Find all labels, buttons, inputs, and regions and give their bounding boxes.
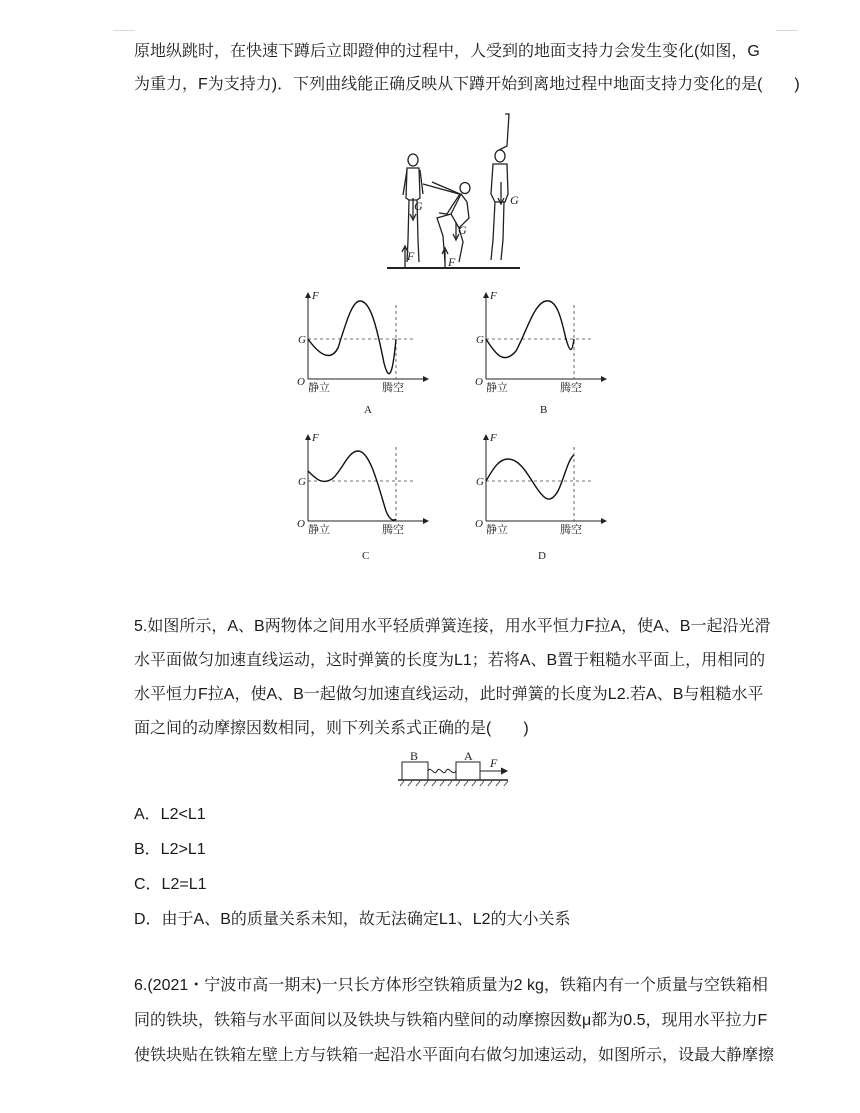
person-standing-body xyxy=(406,168,420,200)
question-6-line-1: 6.(2021・宁波市高一期末)一只长方体形空铁箱质量为2 kg，铁箱内有一个质量与空铁箱相 xyxy=(134,977,768,994)
graph-panel-d xyxy=(486,435,606,521)
f-label-1: F xyxy=(407,249,415,263)
graph-panel-c xyxy=(308,435,428,521)
g-label-3: G xyxy=(510,193,519,207)
block-b xyxy=(402,762,428,780)
option-b: B．L2>L1 xyxy=(134,841,206,858)
origin-c: O xyxy=(297,518,305,530)
corner-mark-left xyxy=(113,30,135,31)
question-5-line-1: 5.如图所示，A、B两物体之间用水平轻质弹簧连接，用水平恒力F拉A，使A、B一起沿光滑 xyxy=(134,618,771,635)
axis-f-c: F xyxy=(312,432,319,444)
caption-d: D xyxy=(538,550,546,562)
graph-panel-b xyxy=(486,293,606,379)
curve-b xyxy=(486,301,574,358)
option-a: A．L2<L1 xyxy=(134,806,206,823)
question-5-line-4: 面之间的动摩擦因数相同，则下列关系式正确的是( ) xyxy=(134,720,529,737)
question-5-stem xyxy=(134,610,794,746)
caption-c: C xyxy=(362,550,370,562)
f-label-2: F xyxy=(448,255,456,269)
label-f: F xyxy=(490,756,498,770)
question-5-line-2: 水平面做匀加速直线运动，这时弹簧的长度为L1；若将A、B置于粗糙水平面上，用相同的 xyxy=(134,652,766,669)
person-jump-head xyxy=(495,150,505,162)
jump-figure xyxy=(387,110,527,275)
origin-b: O xyxy=(475,376,483,388)
x-end-d: 腾空 xyxy=(560,524,582,536)
graph-panels xyxy=(288,285,648,575)
label-a: A xyxy=(464,750,473,763)
block-a xyxy=(456,762,480,780)
x-start-d: 静立 xyxy=(486,524,508,536)
curve-d xyxy=(486,455,574,499)
spring-figure xyxy=(396,750,526,790)
axis-f-a: F xyxy=(312,290,319,302)
person-standing-head xyxy=(408,154,418,166)
option-d: D．由于A、B的质量关系未知，故无法确定L1、L2的大小关系 xyxy=(134,911,571,928)
spring xyxy=(428,769,456,772)
g-label-2: G xyxy=(458,223,467,237)
curve-c xyxy=(308,451,396,520)
g-tick-b: G xyxy=(476,334,484,346)
corner-mark-right xyxy=(776,30,798,31)
x-start-a: 静立 xyxy=(308,382,330,394)
question-6-line-3: 使铁块贴在铁箱左壁上方与铁箱一起沿水平面向右做匀加速运动，如图所示，设最大静摩擦 xyxy=(134,1047,775,1064)
x-start-b: 静立 xyxy=(486,382,508,394)
g-tick-a: G xyxy=(298,334,306,346)
origin-d: O xyxy=(475,518,483,530)
person-squat-arms xyxy=(423,182,460,214)
question-6-line-2: 同的铁块，铁箱与水平面间以及铁块与铁箱内壁间的动摩擦因数μ都为0.5，现用水平拉力F xyxy=(134,1012,768,1029)
x-end-b: 腾空 xyxy=(560,382,582,394)
option-c: C．L2=L1 xyxy=(134,876,207,893)
x-end-c: 腾空 xyxy=(382,524,404,536)
graph-panel-a xyxy=(308,293,428,379)
axis-f-d: F xyxy=(490,432,497,444)
curve-a xyxy=(308,301,396,374)
x-start-c: 静立 xyxy=(308,524,330,536)
g-tick-c: G xyxy=(298,476,306,488)
person-jump-arms xyxy=(499,114,509,150)
caption-a: A xyxy=(364,404,372,416)
label-b: B xyxy=(410,750,419,763)
question-6-stem xyxy=(134,968,794,1073)
question-4-line-2: 为重力，F为支持力)．下列曲线能正确反映从下蹲开始到离地过程中地面支持力变化的是( ) xyxy=(134,76,800,93)
question-4-line-1: 原地纵跳时，在快速下蹲后立即蹬伸的过程中，人受到的地面支持力会发生变化(如图，G xyxy=(134,43,760,60)
g-label-1: G xyxy=(414,199,423,213)
question-5-line-3: 水平恒力F拉A，使A、B一起做匀加速直线运动，此时弹簧的长度为L2.若A、B与粗糙水平 xyxy=(134,686,764,703)
person-squat-head xyxy=(460,183,470,194)
x-end-a: 腾空 xyxy=(382,382,404,394)
caption-b: B xyxy=(540,404,548,416)
axis-f-b: F xyxy=(490,290,497,302)
origin-a: O xyxy=(297,376,305,388)
g-tick-d: G xyxy=(476,476,484,488)
question-4-stem xyxy=(134,35,800,101)
